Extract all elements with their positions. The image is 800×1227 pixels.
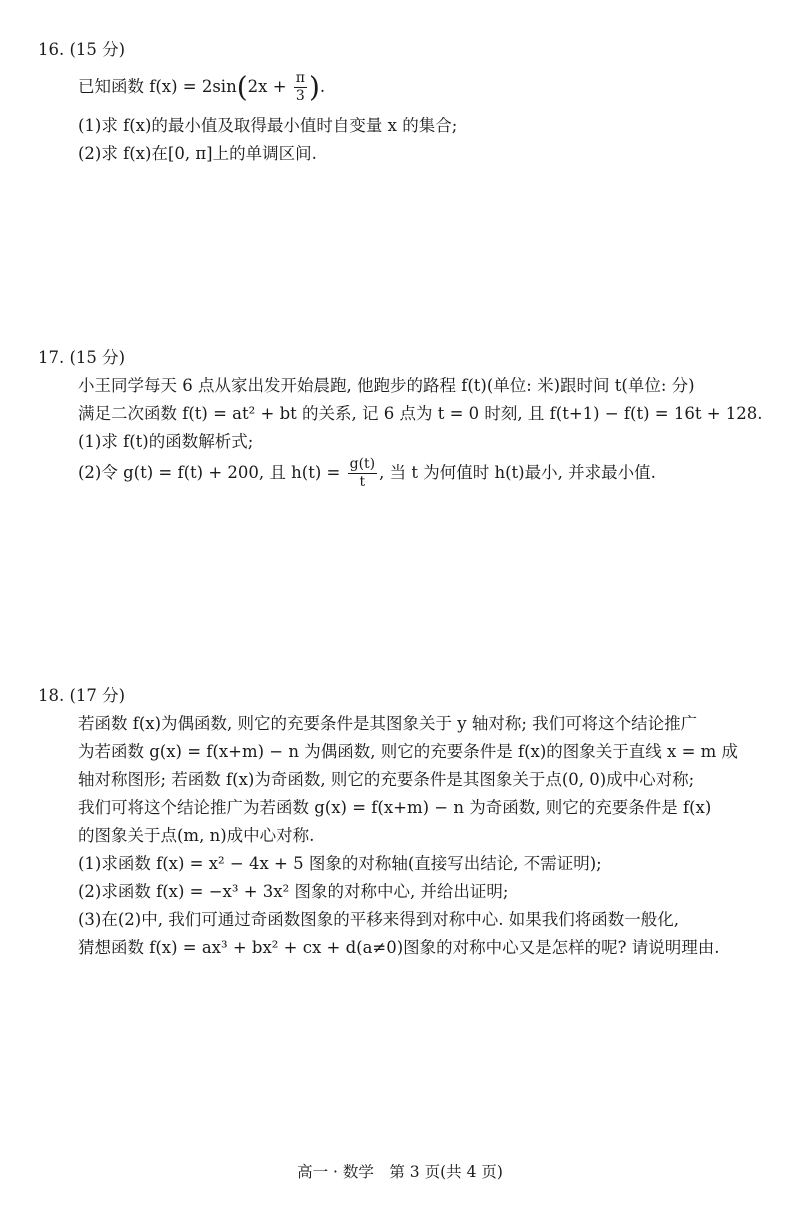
question-18-line-3: 轴对称图形; 若函数 f(x)为奇函数, 则它的充要条件是其图象关于点(0, 0)成中心对称; [78,770,695,789]
question-18-line-6: (1)求函数 f(x) = x² − 4x + 5 图象的对称轴(直接写出结论, 不需证明); [78,854,602,873]
question-score: (15 分) [69,348,126,367]
question-16-line-1: (1)求 f(x)的最小值及取得最小值时自变量 x 的集合; [78,116,458,135]
question-16-function [78,70,325,105]
fraction-denominator: t [359,474,366,490]
question-18-line-7: (2)求函数 f(x) = −x³ + 3x² 图象的对称中心, 并给出证明; [78,882,509,901]
question-18-line-4: 我们可将这个结论推广为若函数 g(x) = f(x+m) − n 为奇函数, 则它的充要条件是 f(x) [78,798,712,817]
function-inner: 2x + [247,77,287,96]
question-16-line-2: (2)求 f(x)在[0, π]上的单调区间. [78,144,317,163]
question-score: (17 分) [69,686,126,705]
question-17-part-2 [78,456,656,491]
question-number: 18. [38,686,65,705]
question-18-header [38,682,125,706]
part2-suffix: , 当 t 为何值时 h(t)最小, 并求最小值. [379,463,656,482]
question-17-line-1: 小王同学每天 6 点从家出发开始晨跑, 他跑步的路程 f(t)(单位: 米)跟时间 t(单位: 分) [78,376,695,395]
question-18-line-1: 若函数 f(x)为偶函数, 则它的充要条件是其图象关于 y 轴对称; 我们可将这个结论推广 [78,714,698,733]
fraction-numerator: π [295,70,305,86]
question-16-header [38,36,125,60]
question-17-line-3: (1)求 f(t)的函数解析式; [78,432,254,451]
left-paren: ( [236,70,248,104]
question-18-line-5: 的图象关于点(m, n)成中心对称. [78,826,315,845]
question-number: 17. [38,348,65,367]
question-18-line-9: 猜想函数 f(x) = ax³ + bx² + cx + d(a≠0)图象的对称中心又是怎样的呢? 请说明理由. [78,938,720,957]
fraction-denominator: 3 [295,88,305,104]
question-17-header [38,344,125,368]
question-17-line-2: 满足二次函数 f(t) = at² + bt 的关系, 记 6 点为 t = 0 时刻, 且 f(t+1) − f(t) = 16t + 128. [78,404,763,423]
pi-over-3-fraction [294,70,307,105]
g-over-t-fraction [348,456,378,491]
question-number: 16. [38,40,65,59]
question-18-line-2: 为若函数 g(x) = f(x+m) − n 为偶函数, 则它的充要条件是 f(x)的图象关于直线 x = m 成 [78,742,739,761]
part2-prefix: (2)令 g(t) = f(t) + 200, 且 h(t) = [78,463,341,482]
question-score: (15 分) [69,40,126,59]
function-suffix: . [319,77,326,96]
page-footer: 高一 · 数学 第 3 页(共 4 页) [297,1163,503,1181]
question-18-line-8: (3)在(2)中, 我们可通过奇函数图象的平移来得到对称中心. 如果我们将函数一般化, [78,910,679,929]
fraction-numerator: g(t) [349,456,376,472]
function-prefix: 已知函数 f(x) = 2sin [78,77,237,96]
right-paren: ) [308,70,320,104]
